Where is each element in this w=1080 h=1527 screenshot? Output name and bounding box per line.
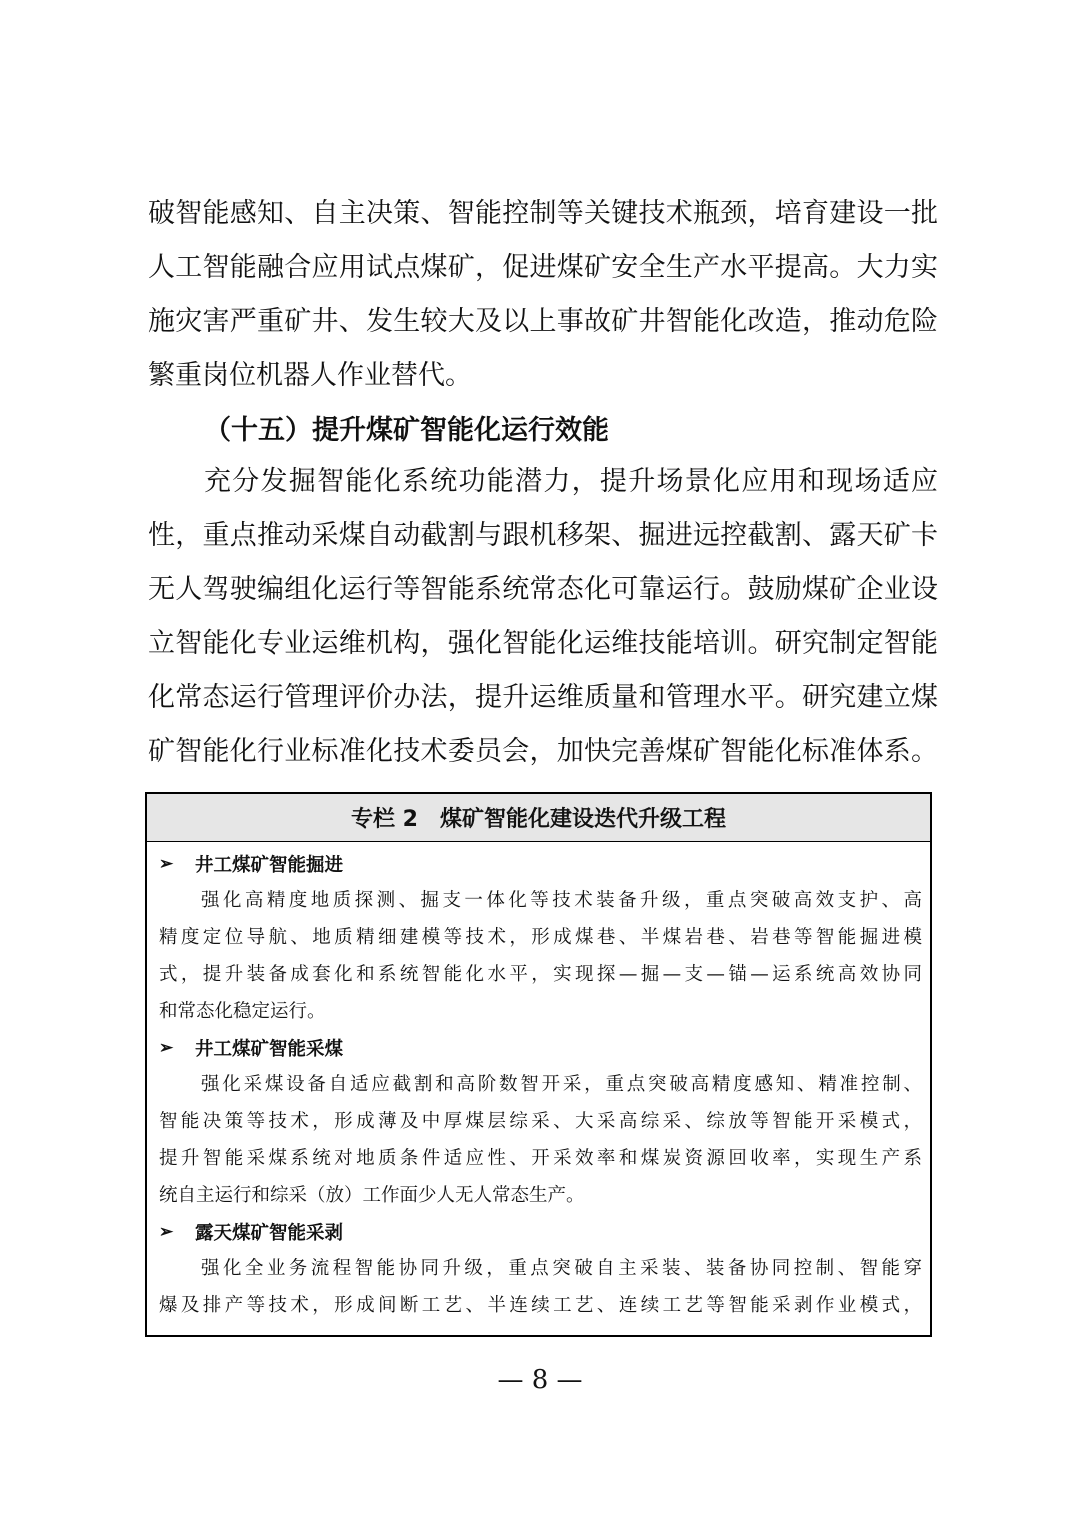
subsection-title: 井工煤矿智能采煤 [195, 1039, 344, 1060]
subsection-heading [159, 846, 920, 882]
text-line: 矿智能化行业标准化技术委员会，加快完善煤矿智能化标准体系。 [148, 736, 938, 767]
box-text-line: 和常态化稳定运行。 [159, 1001, 326, 1022]
box-text-line: 强化采煤设备自适应截割和高阶数智开采，重点突破高精度感知、精准控制、 [201, 1074, 922, 1095]
arrow-bullet-icon: ➢ [159, 1222, 174, 1242]
box-body [147, 842, 930, 1324]
box-text-line: 提升智能采煤系统对地质条件适应性、开采效率和煤炭资源回收率，实现生产系 [159, 1148, 922, 1169]
box-text-line: 精度定位导航、地质精细建模等技术，形成煤巷、半煤岩巷、岩巷等智能掘进模 [159, 927, 922, 948]
box-text-line: 强化全业务流程智能协同升级，重点突破自主采装、装备协同控制、智能穿 [201, 1258, 922, 1279]
text-line: 化常态运行管理评价办法，提升运维质量和管理水平。研究建立煤 [148, 682, 938, 713]
text-line: 无人驾驶编组化运行等智能系统常态化可靠运行。鼓励煤矿企业设 [148, 574, 938, 605]
text-line: 繁重岗位机器人作业替代。 [148, 360, 472, 391]
box-text-line: 强化高精度地质探测、掘支一体化等技术装备升级，重点突破高效支护、高 [201, 890, 922, 911]
column-box [145, 792, 932, 1337]
paragraph-1 [148, 187, 938, 403]
arrow-bullet-icon: ➢ [159, 854, 174, 874]
box-text-line: 爆及排产等技术，形成间断工艺、半连续工艺、连续工艺等智能采剥作业模式， [159, 1295, 922, 1316]
subsection-heading [159, 1030, 920, 1066]
section-heading: （十五）提升煤矿智能化运行效能 [204, 415, 609, 446]
text-line: 立智能化专业运维机构，强化智能化运维技能培训。研究制定智能 [148, 628, 938, 659]
box-text-line: 式，提升装备成套化和系统智能化水平，实现探—掘—支—锚—运系统高效协同 [159, 964, 922, 985]
box-text-line: 统自主运行和综采（放）工作面少人无人常态生产。 [159, 1185, 585, 1206]
box-title: 专栏 2 煤矿智能化建设迭代升级工程 [147, 794, 930, 842]
box-text-line: 智能决策等技术，形成薄及中厚煤层综采、大采高综采、综放等智能开采模式， [159, 1111, 922, 1132]
subsection-title: 露天煤矿智能采剥 [195, 1223, 344, 1244]
subsection-heading [159, 1214, 920, 1250]
text-line: 充分发掘智能化系统功能潜力，提升场景化应用和现场适应 [204, 466, 938, 497]
subsection-title: 井工煤矿智能掘进 [195, 855, 344, 876]
text-line: 性，重点推动采煤自动截割与跟机移架、掘进远控截割、露天矿卡 [148, 520, 938, 551]
page-number: — 8 — [497, 1365, 583, 1395]
text-line: 人工智能融合应用试点煤矿，促进煤矿安全生产水平提高。大力实 [148, 252, 938, 283]
paragraph-2 [148, 455, 938, 779]
text-line: 破智能感知、自主决策、智能控制等关键技术瓶颈，培育建设一批 [148, 198, 938, 229]
arrow-bullet-icon: ➢ [159, 1038, 174, 1058]
text-line: 施灾害严重矿井、发生较大及以上事故矿井智能化改造，推动危险 [148, 306, 938, 337]
